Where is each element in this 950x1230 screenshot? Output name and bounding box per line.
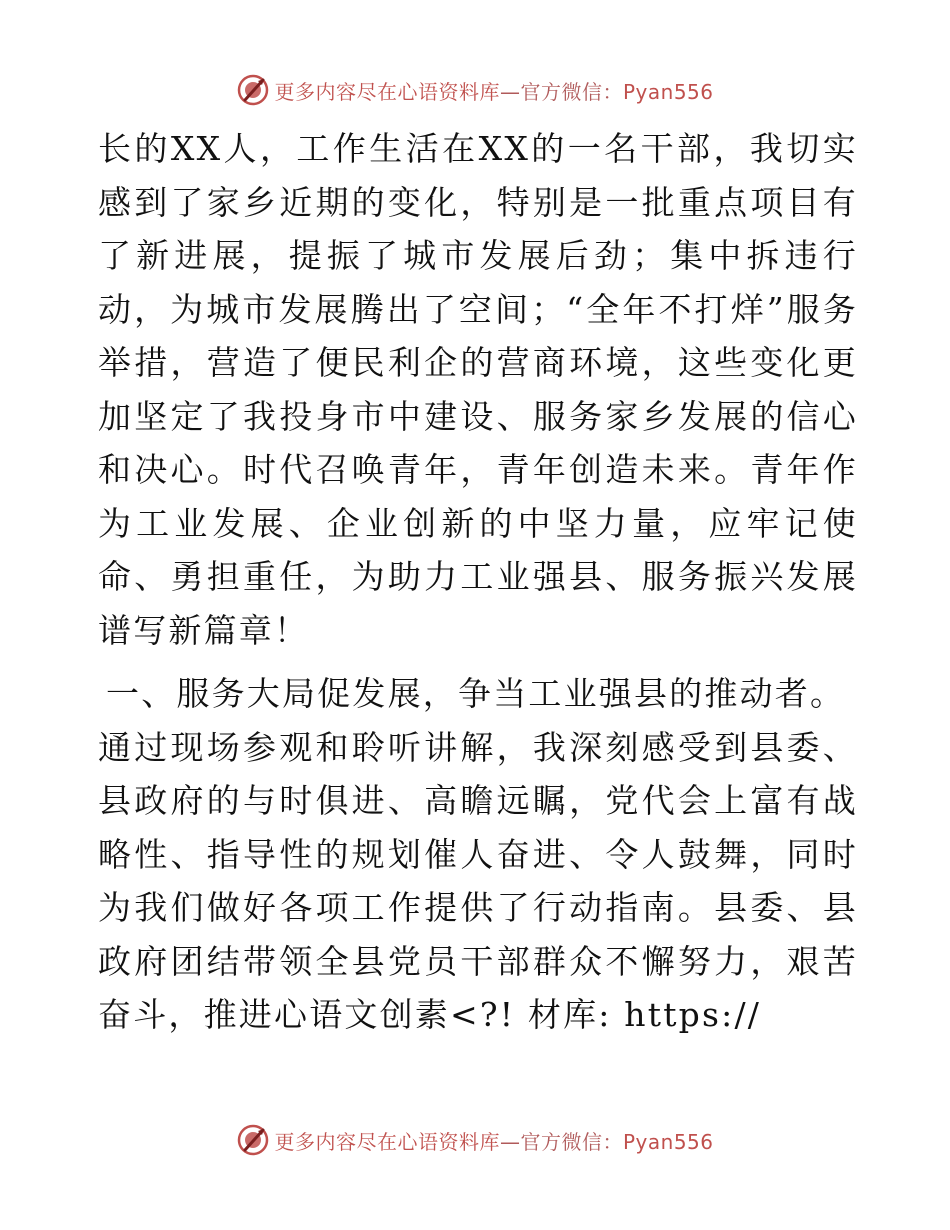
body-paragraph-1: 长的XX人，工作生活在XX的一名干部，我切实感到了家乡近期的变化，特别是一批重点项目有了新进展，提振了城市发展后劲；集中拆违行动，为城市发展腾出了空间；“全年不打烊”服务举措，营造了便民利企的营商环境，这些变化更加坚定了我投身市中建设、服务家乡发展的信心和决心。时代召唤青年，青年创造未来。青年作为工业发展、企业创新的中坚力量，应牢记使命、勇担重任，为助力工业强县、服务振兴发展谱写新篇章！ (98, 129, 858, 650)
body-paragraph-2: 通过现场参观和聆听讲解，我深刻感受到县委、县政府的与时俱进、高瞻远瞩，党代会上富有战略性、指导性的规划催人奋进、令人鼓舞，同时为我们做好各项工作提供了行动指南。县委、县政府团结带领全县党员干部群众不懈努力，艰苦奋斗，推进心语文创素<?! 材库: https:// (98, 727, 858, 1034)
watermark-account: Pyan556 (622, 79, 714, 104)
brand-logo-icon (236, 1123, 270, 1157)
document-body (98, 122, 858, 1042)
watermark-brand: 更多内容尽在心语资料库 (274, 79, 500, 104)
watermark-official-label: 官方微信： (520, 1129, 623, 1154)
footer-watermark (0, 1120, 950, 1160)
watermark-separator: — (499, 1129, 521, 1154)
watermark-account: Pyan556 (622, 1129, 714, 1154)
watermark-separator: — (499, 79, 521, 104)
header-watermark (0, 70, 950, 110)
watermark-text (274, 76, 713, 105)
watermark-brand: 更多内容尽在心语资料库 (274, 1129, 500, 1154)
watermark-text (274, 1126, 713, 1155)
watermark-official-label: 官方微信： (520, 79, 623, 104)
section-heading-1: 一、服务大局促发展，争当工业强县的推动者。 (106, 674, 846, 713)
brand-logo-icon (236, 73, 270, 107)
